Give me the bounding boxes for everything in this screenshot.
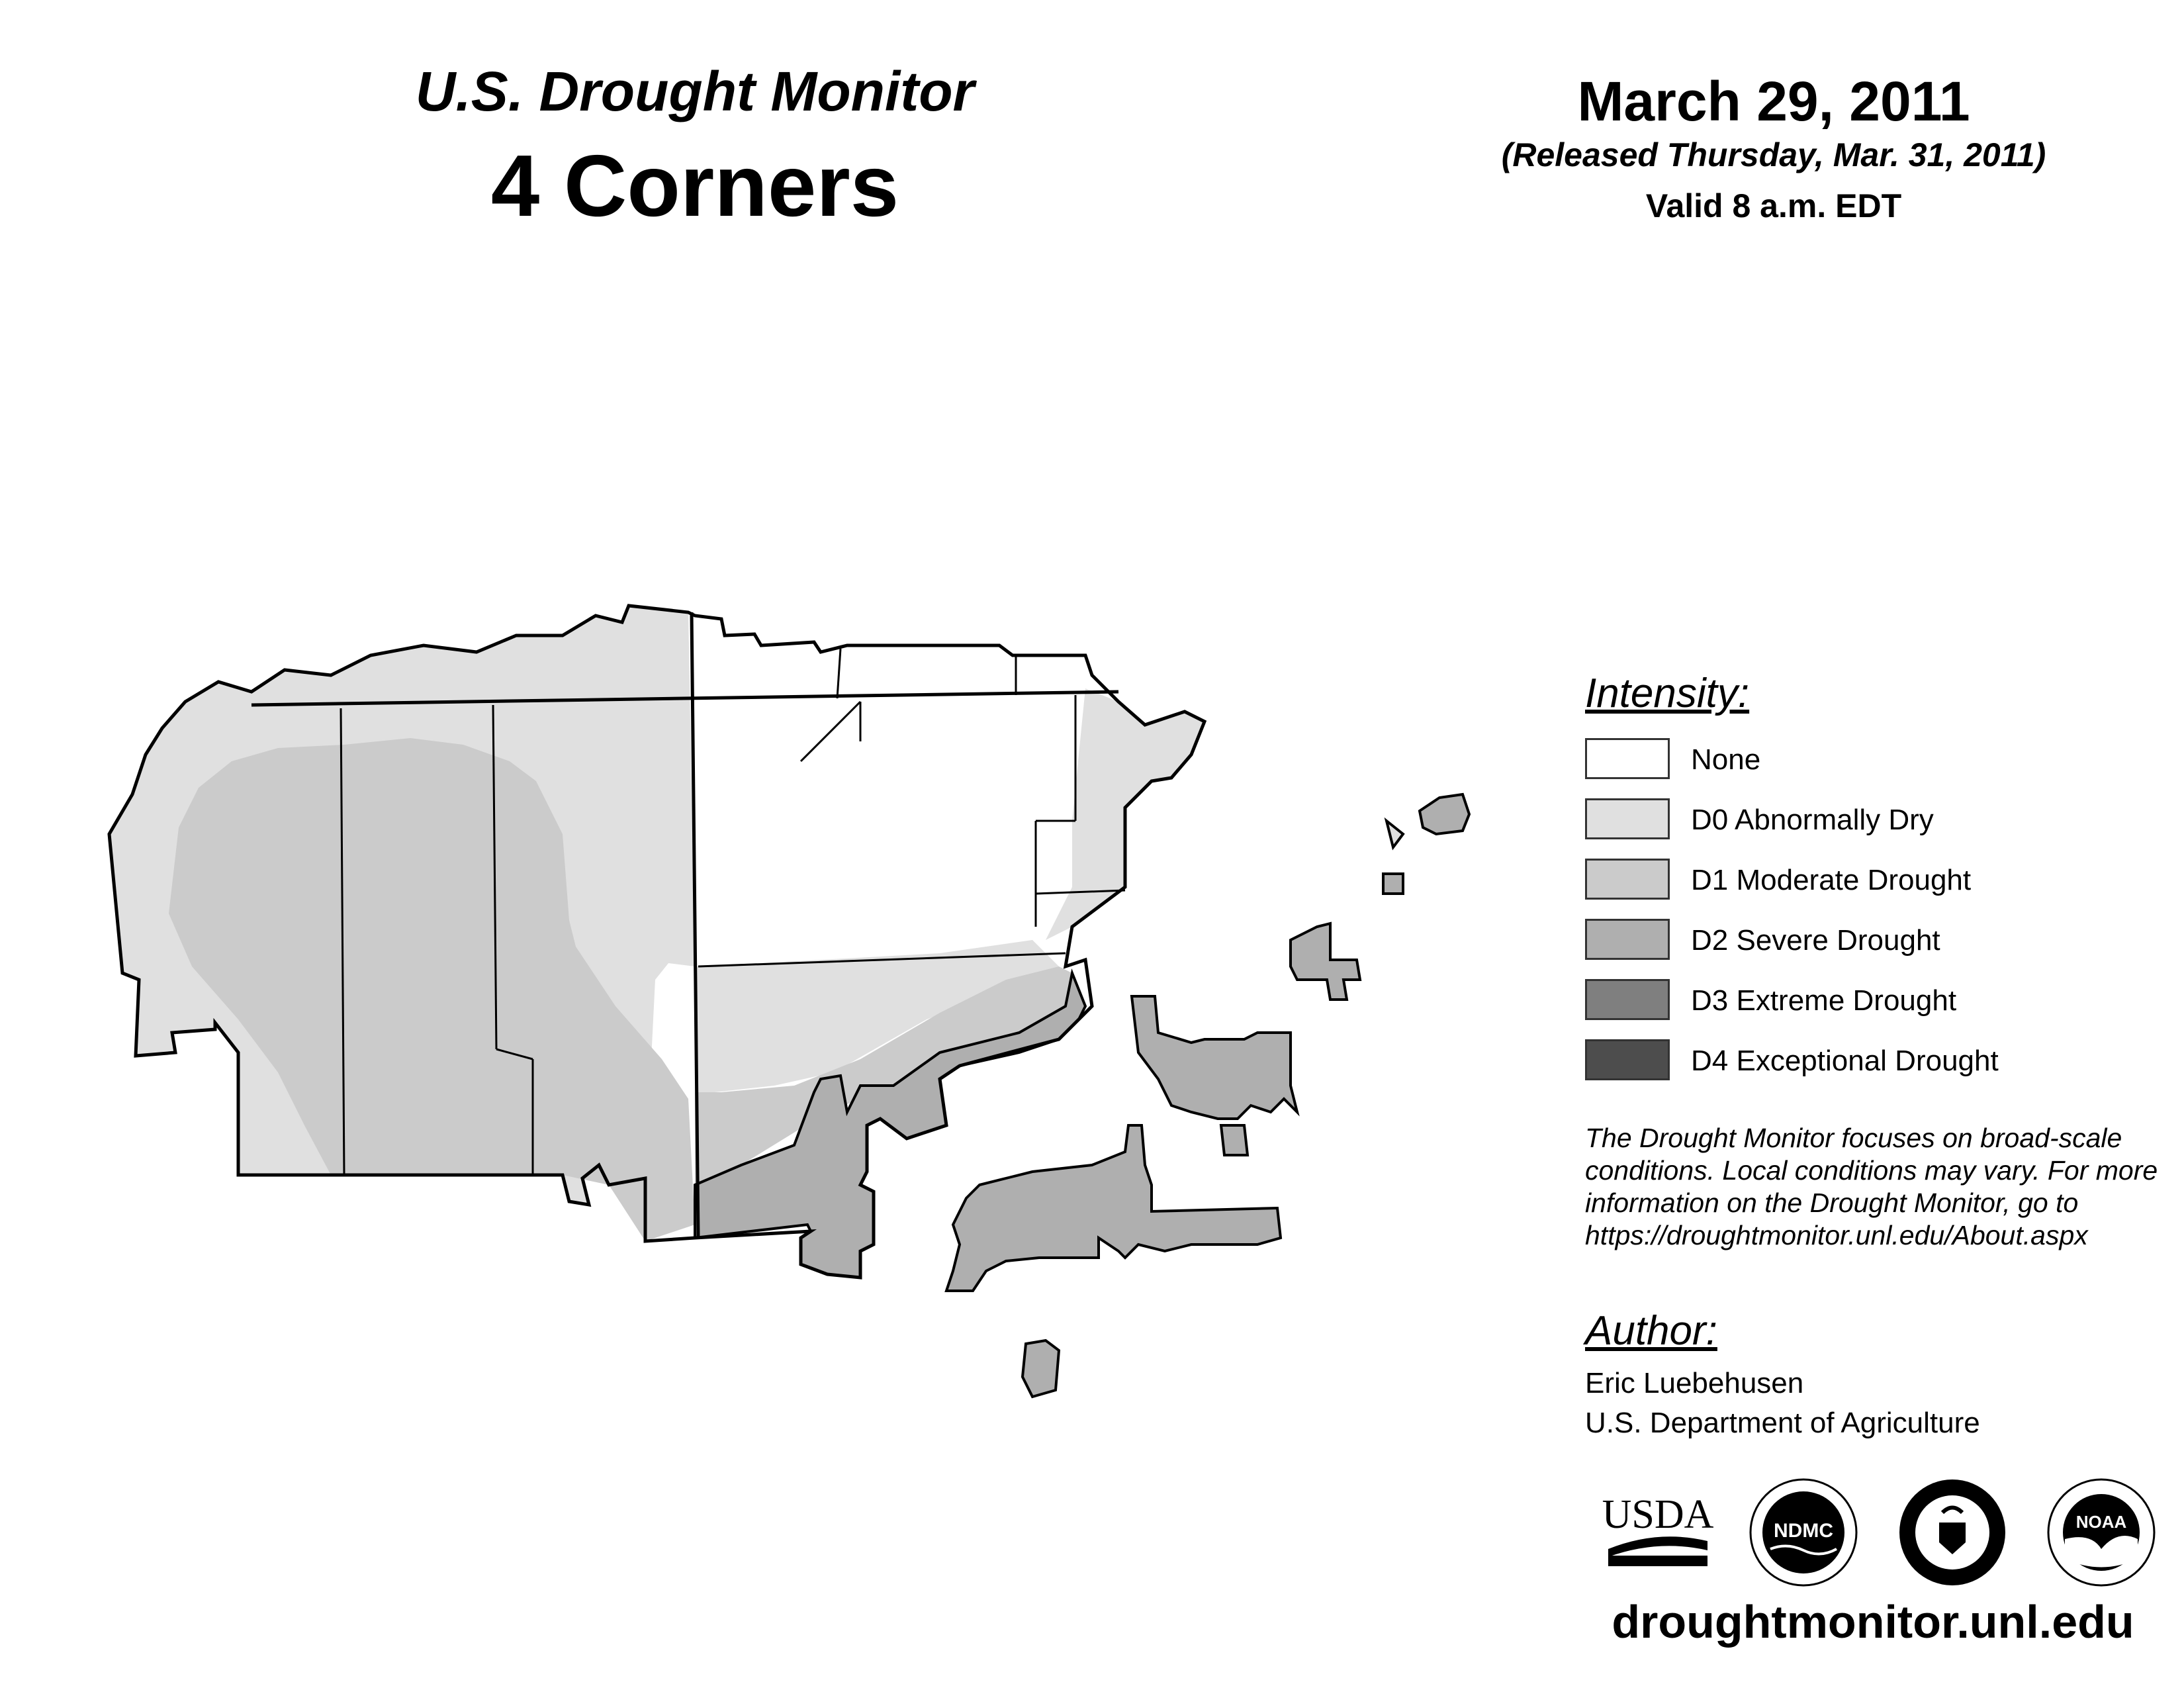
release-date: (Released Thursday, Mar. 31, 2011) <box>1501 136 2046 173</box>
usda-logo-text: USDA <box>1602 1492 1714 1537</box>
ndmc-logo <box>1747 1476 1860 1589</box>
map-date: March 29, 2011 <box>1577 70 1970 132</box>
commerce-seal-logo <box>1896 1476 2009 1589</box>
map-title: U.S. Drought Monitor <box>415 60 975 122</box>
disclaimer-note: The Drought Monitor focuses on broad-scale conditions. Local conditions may vary. For more information on the Drought Monitor, go to https://droughtmonitor.unl.edu/About.aspx <box>1585 1123 2158 1250</box>
usda-logo <box>1602 1489 1714 1569</box>
legend-swatch <box>1585 919 1670 960</box>
ndmc-logo-text: NDMC <box>1774 1520 1833 1542</box>
noaa-logo-text: NOAA <box>2075 1512 2127 1532</box>
legend-swatch <box>1585 738 1670 779</box>
author-organization: U.S. Department of Agriculture <box>1585 1407 1980 1439</box>
legend-label: D2 Severe Drought <box>1691 924 1940 957</box>
legend-label: None <box>1691 743 1761 776</box>
legend-swatch <box>1585 859 1670 900</box>
legend-swatch <box>1585 1039 1670 1080</box>
author-heading: Author: <box>1585 1308 1717 1354</box>
region-ne-d2-islands <box>1291 923 1360 1000</box>
legend-label: D4 Exceptional Drought <box>1691 1045 1999 1077</box>
noaa-logo <box>2045 1476 2158 1589</box>
region-ne-d2-triangle <box>1387 821 1403 847</box>
region-ne-d2-cluster <box>1420 794 1469 834</box>
region-colorado-none <box>695 616 1092 966</box>
region-title: 4 Corners <box>490 137 899 234</box>
legend-swatch <box>1585 979 1670 1020</box>
legend-label: D0 Abnormally Dry <box>1691 804 1934 836</box>
author-name: Eric Luebehusen <box>1585 1367 1804 1399</box>
region-nm-d2-east <box>1132 996 1297 1119</box>
legend-label: D3 Extreme Drought <box>1691 984 1957 1017</box>
legend-heading: Intensity: <box>1585 671 1750 716</box>
region-nm-d2-island <box>1023 1340 1059 1397</box>
region-ne-d2-dot <box>1383 874 1403 894</box>
legend-label: D1 Moderate Drought <box>1691 864 1972 896</box>
website-url[interactable]: droughtmonitor.unl.edu <box>1612 1596 2134 1648</box>
region-nm-d2-small <box>1221 1125 1248 1155</box>
legend-swatch <box>1585 798 1670 839</box>
valid-time: Valid 8 a.m. EDT <box>1645 187 1902 224</box>
